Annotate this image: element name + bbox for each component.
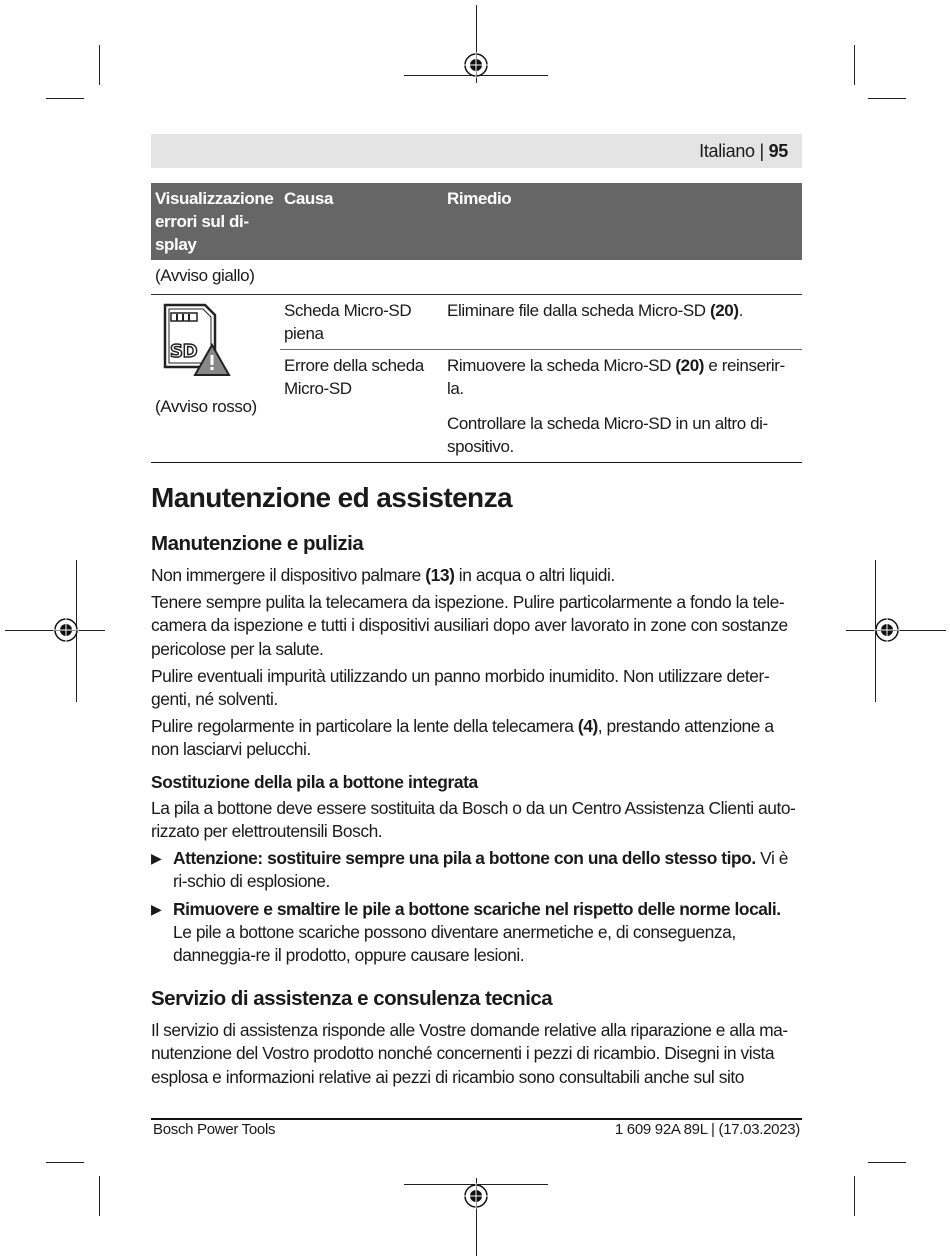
table-header-row	[151, 183, 802, 260]
cause-cell: Scheda Micro-SD piena	[280, 295, 443, 350]
svg-text:SD: SD	[170, 341, 198, 362]
section-title: Manutenzione ed assistenza	[151, 482, 512, 513]
paragraph: Tenere sempre pulita la telecamera da ispezione. Pulire particolarmente a fondo la tele-camera da ispezione e tutti i dispositivi ausiliari dopo aver lavorato in zone con sostanze pericolose per la salute.	[151, 592, 788, 659]
crop-mark	[854, 45, 855, 85]
paragraph: La pila a bottone deve essere sostituita da Bosch o da un Centro Assistenza Clienti auto-rizzato per elettroutensili Bosch.	[151, 797, 796, 842]
column-header-display: Visualizzazione errori sul di- splay	[151, 183, 280, 260]
warning-bullet: ▶ Rimuovere e smaltire le pile a bottone scariche nel rispetto delle norme locali. Le pile a bottone scariche possono diventare anermetiche e, di conseguenza, danneggia-re il prodotto, oppure causare lesioni.	[151, 898, 781, 966]
error-table	[151, 183, 802, 463]
subsection-title: Servizio di assistenza e consulenza tecnica	[151, 987, 553, 1011]
crop-mark	[46, 98, 84, 99]
subsection-title: Manutenzione e pulizia	[151, 532, 364, 555]
footer-rule	[151, 1118, 802, 1120]
page-header	[151, 134, 802, 168]
crop-mark	[868, 1162, 906, 1163]
column-header-remedy: Rimedio	[443, 183, 802, 260]
subsection-heading: Sostituzione della pila a bottone integrata	[151, 771, 478, 792]
bullet-triangle-icon: ▶	[151, 900, 162, 917]
footer-brand: Bosch Power Tools	[153, 1121, 276, 1138]
display-cell	[151, 295, 280, 463]
cause-cell: Errore della scheda Micro-SD	[280, 350, 443, 463]
table-row	[151, 295, 802, 350]
main-content	[151, 476, 802, 1093]
registration-mark-icon	[874, 617, 900, 643]
crop-mark	[99, 45, 100, 85]
footer-doc-number: 1 609 92A 89L | (17.03.2023)	[614, 1121, 800, 1138]
crop-mark	[46, 1162, 84, 1163]
remedy-cell: Rimuovere la scheda Micro-SD (20) e reinserir-la.	[443, 350, 802, 405]
paragraph: Pulire eventuali impurità utilizzando un panno morbido inumidito. Non utilizzare deter-genti, né solventi.	[151, 665, 770, 710]
paragraph: Non immergere il dispositivo palmare (13) in acqua o altri liquidi.	[151, 565, 615, 585]
registration-mark-icon	[463, 1183, 489, 1209]
warning-bullet: ▶ Attenzione: sostituire sempre una pila a bottone con una dello stesso tipo. Vi è ri-schio di esplosione.	[151, 848, 788, 892]
column-header-cause: Causa	[280, 183, 443, 260]
header-language: Italiano	[699, 141, 755, 161]
page-header-text	[699, 141, 788, 162]
registration-mark-icon	[53, 617, 79, 643]
paragraph: Pulire regolarmente in particolare la lente della telecamera (4), prestando attenzione a non lasciarvi pelucchi.	[151, 716, 774, 760]
crop-mark	[99, 1176, 100, 1216]
red-warning-label: (Avviso rosso)	[155, 397, 257, 416]
header-separator: |	[759, 141, 764, 161]
sd-card-warning-icon	[157, 301, 231, 381]
page-number: 95	[768, 141, 788, 161]
registration-mark-icon	[463, 52, 489, 78]
yellow-warning-label: (Avviso giallo)	[155, 266, 255, 285]
remedy-cell: Controllare la scheda Micro-SD in un altro di-spositivo.	[443, 404, 802, 463]
crop-mark	[854, 1176, 855, 1216]
bullet-triangle-icon: ▶	[151, 850, 162, 867]
remedy-cell: Eliminare file dalla scheda Micro-SD (20).	[443, 295, 802, 350]
paragraph: Il servizio di assistenza risponde alle Vostre domande relative alla riparazione e alla ma-nutenzione del Vostro prodotto nonché concernenti i pezzi di ricambio. Disegni in vista esplosa e informazioni relative ai pezzi di ricambio sono consultabili anche sul sito	[151, 1020, 788, 1087]
table-row	[151, 260, 802, 295]
crop-mark	[868, 98, 906, 99]
